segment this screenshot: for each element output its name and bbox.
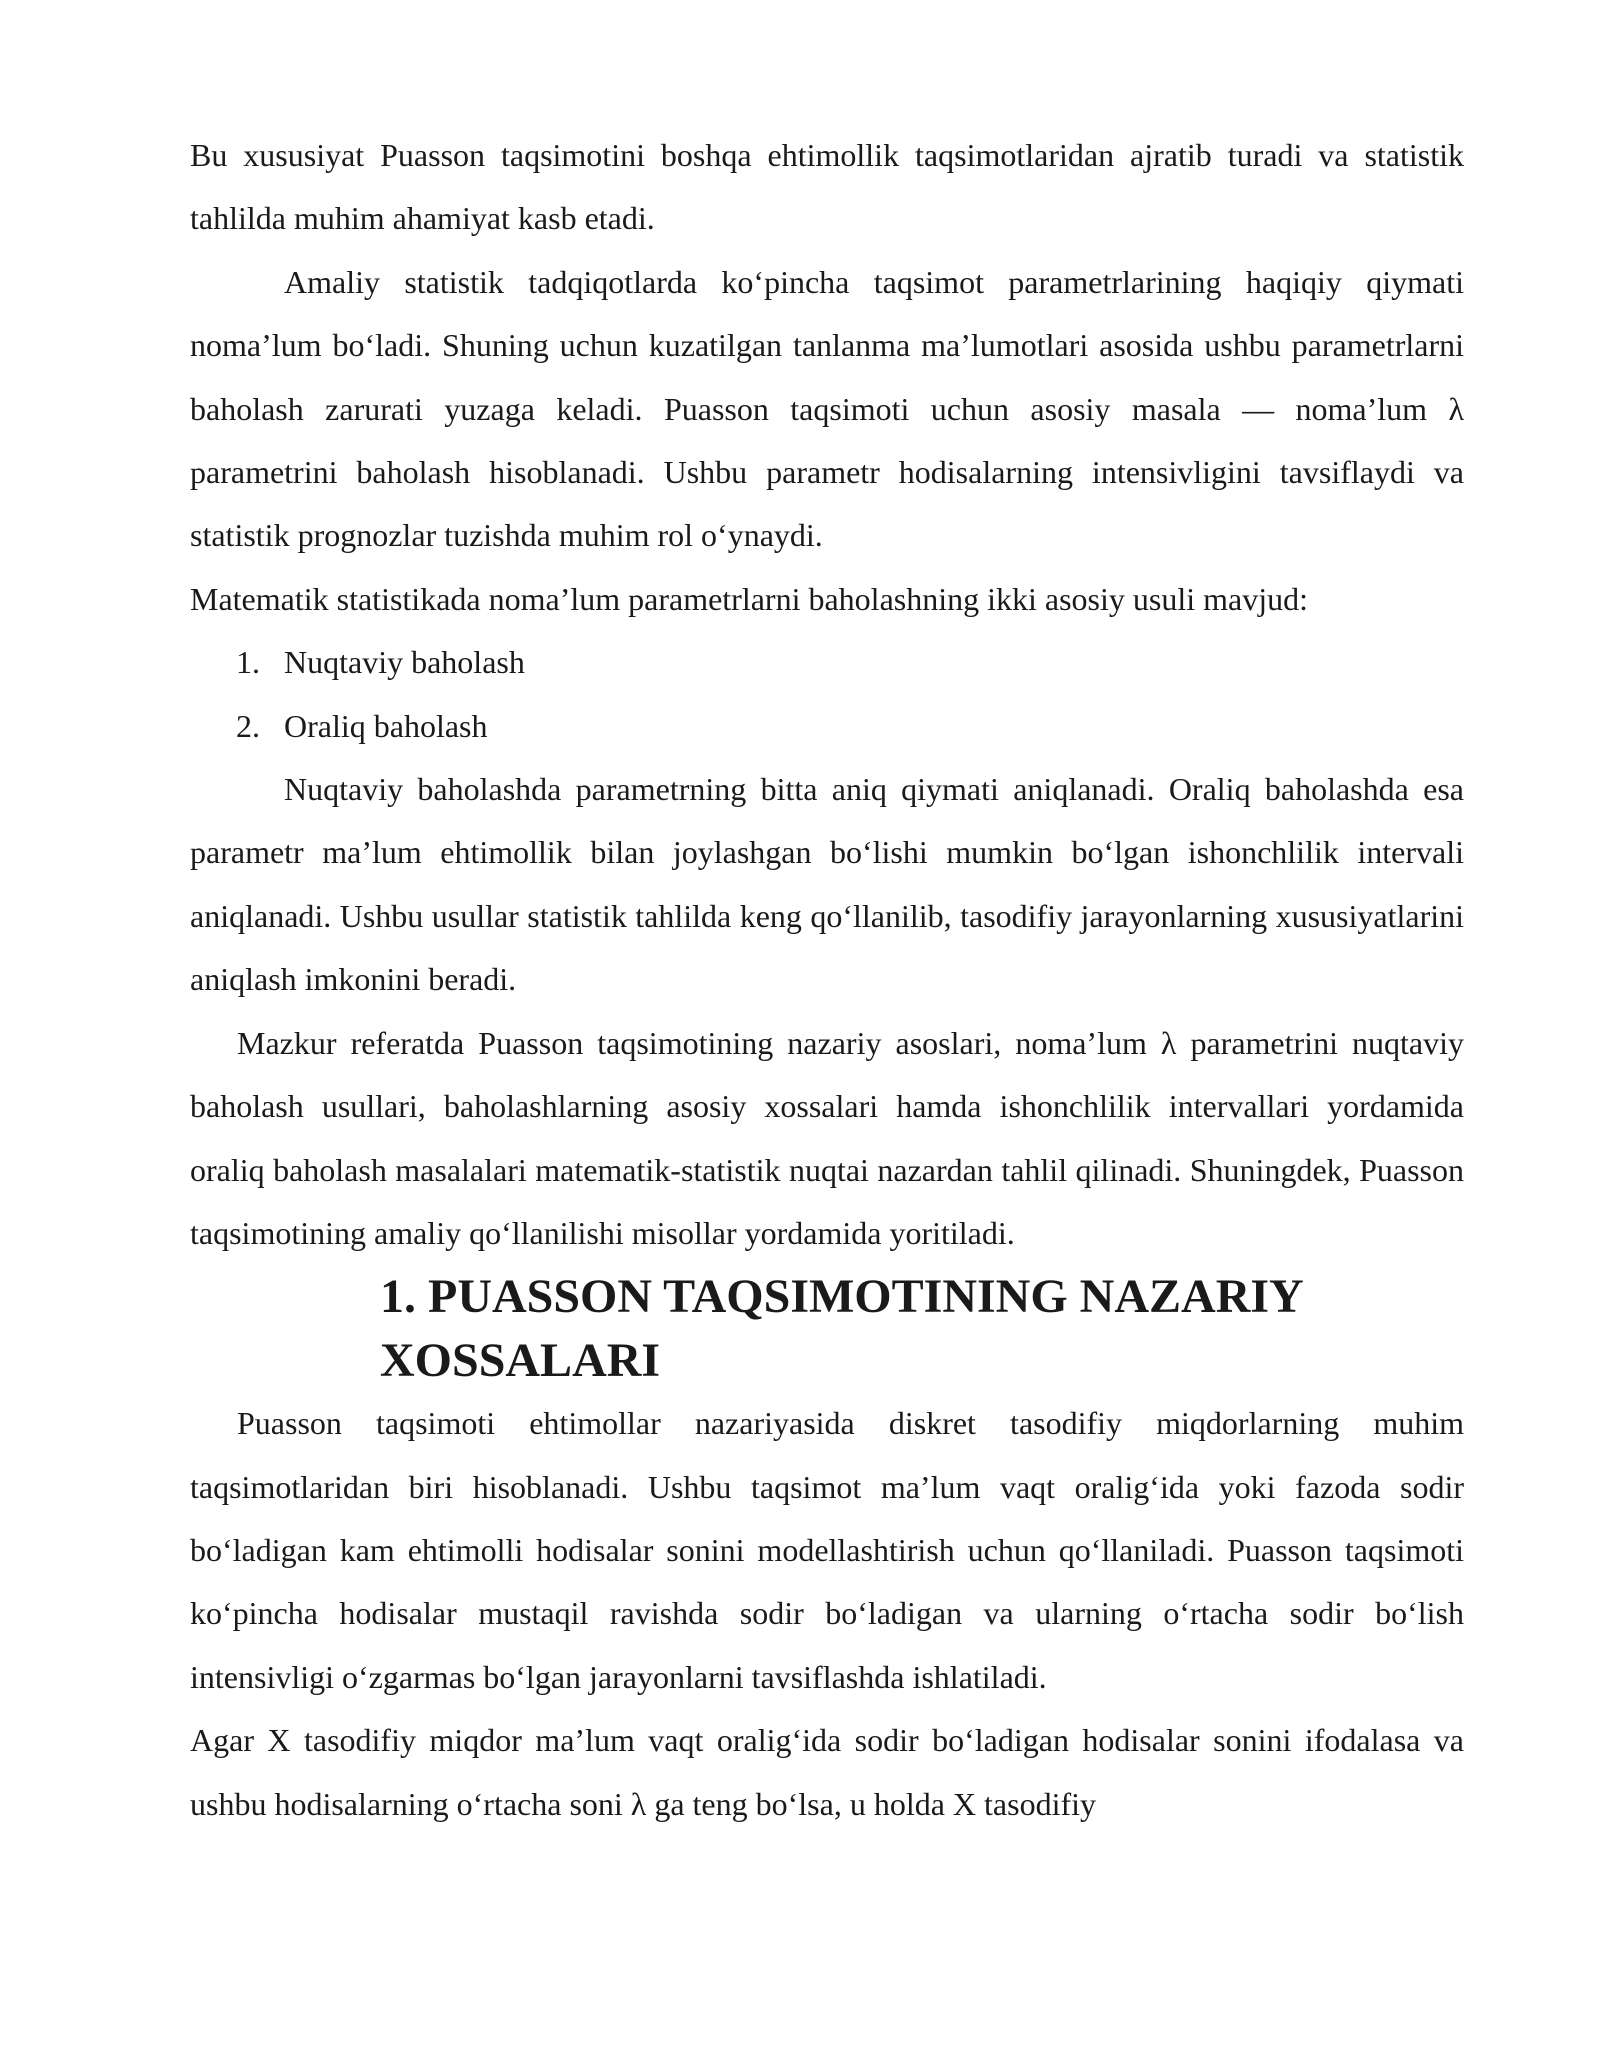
paragraph-theory: Puasson taqsimoti ehtimollar nazariyasida diskret tasodifiy miqdorlarning muhim taqsimotlaridan biri hisoblanadi. Ushbu taqsimot ma’lum vaqt oralig‘ida yoki fazoda sodir bo‘ladigan kam ehtimolli hodisalar sonini modellashtirish uchun qo‘llaniladi. Puasson taqsimoti ko‘pincha hodisalar mustaqil ravishda sodir bo‘ladigan va ularning o‘rtacha sodir bo‘lish intensivligi o‘zgarmas bo‘lgan jarayonlarni tavsiflashda ishlatiladi.	[190, 1405, 1464, 1695]
paragraph-definition: Agar X tasodifiy miqdor ma’lum vaqt oralig‘ida sodir bo‘ladigan hodisalar sonini ifodalasa va ushbu hodisalarning o‘rtacha soni λ ga teng bo‘lsa, u holda X tasodifiy	[190, 1722, 1464, 1822]
paragraph-intro: Bu xususiyat Puasson taqsimotini boshqa ehtimollik taqsimotlaridan ajratib turadi va statistik tahlilda muhim ahamiyat kasb etadi.	[190, 137, 1464, 237]
list-item	[190, 631, 1464, 694]
list-number: 2.	[236, 707, 260, 744]
section-title: PUASSON TAQSIMOTINING NAZARIY XOSSALARI	[380, 1270, 1302, 1387]
section-heading	[190, 1265, 1464, 1392]
methods-list	[190, 631, 1464, 758]
list-label: Oraliq baholash	[284, 707, 488, 744]
paragraph-methods: Matematik statistikada noma’lum parametrlarni baholashning ikki asosiy usuli mavjud:	[190, 580, 1308, 617]
list-number: 1.	[236, 644, 260, 681]
document-page	[190, 124, 1464, 1836]
section-number: 1.	[380, 1270, 416, 1324]
paragraph-point-interval: Nuqtaviy baholashda parametrning bitta aniq qiymati aniqlanadi. Oraliq baholashda esa parametr ma’lum ehtimollik bilan joylashgan bo‘lishi mumkin bo‘lgan ishonchlilik intervali aniqlanadi. Ushbu usullar statistik tahlilda keng qo‘llanilib, tasodifiy jarayonlarning xususiyatlarini aniqlash imkonini beradi.	[190, 771, 1464, 998]
paragraph-abstract: Mazkur referatda Puasson taqsimotining nazariy asoslari, noma’lum λ parametrini nuqtaviy baholash usullari, baholashlarning asosiy xossalari hamda ishonchlilik intervallari yordamida oraliq baholash masalalari matematik-statistik nuqtai nazardan tahlil qilinadi. Shuningdek, Puasson taqsimotining amaliy qo‘llanilishi misollar yordamida yoritiladi.	[190, 1024, 1464, 1251]
list-item	[190, 695, 1464, 758]
paragraph-parameters: Amaliy statistik tadqiqotlarda ko‘pincha taqsimot parametrlarining haqiqiy qiymati noma’lum bo‘ladi. Shuning uchun kuzatilgan tanlanma ma’lumotlari asosida ushbu parametrlarni baholash zarurati yuzaga keladi. Puasson taqsimoti uchun asosiy masala — noma’lum λ parametrini baholash hisoblanadi. Ushbu parametr hodisalarning intensivligini tavsiflaydi va statistik prognozlar tuzishda muhim rol o‘ynaydi.	[190, 263, 1464, 554]
list-label: Nuqtaviy baholash	[284, 644, 525, 681]
